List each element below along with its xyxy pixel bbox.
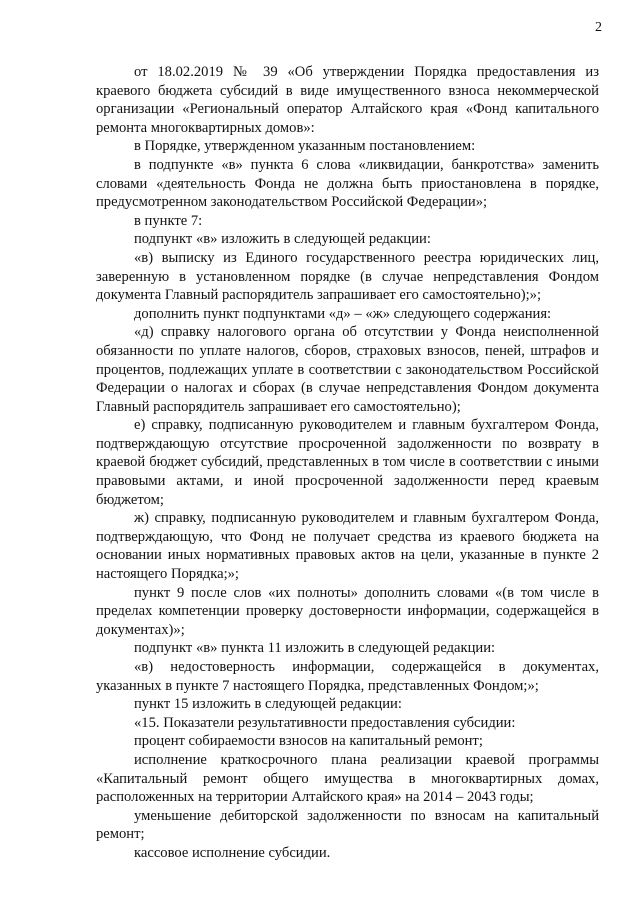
paragraph: подпункт «в» изложить в следующей редакции: — [134, 231, 431, 248]
paragraph: в подпункте «в» пункта 6 слова «ликвидации, банкротства» заменить словами «деятельность Фонда не должна быть приостановлена в порядке, предусмотренном законодательством Российской Федерации»; — [96, 156, 599, 211]
paragraph: кассовое исполнение субсидии. — [134, 844, 331, 861]
paragraph: в Порядке, утвержденном указанным постановлением: — [134, 138, 476, 155]
paragraph: уменьшение дебиторской задолженности по взносам на капитальный ремонт; — [96, 807, 599, 843]
paragraph: дополнить пункт подпунктами «д» – «ж» следующего содержания: — [134, 305, 552, 322]
paragraph: пункт 15 изложить в следующей редакции: — [134, 696, 402, 713]
paragraph: подпункт «в» пункта 11 изложить в следующей редакции: — [134, 640, 496, 657]
paragraph: исполнение краткосрочного плана реализации краевой программы «Капитальный ремонт общего имущества в многоквартирных домах, расположенных на территории Алтайского края» на 2014 – 2043 годы; — [96, 751, 599, 806]
paragraph: «д) справку налогового органа об отсутствии у Фонда неисполненной обязанности по уплате налогов, сборов, страховых взносов, пеней, штрафов и процентов, подлежащих уплате в соответствии с законодательством Российской Федерации о налогах и сборах (в случае непредставления Фондом документа Главный распорядитель запрашивает его самостоятельно); — [96, 324, 599, 415]
paragraph: ж) справку, подписанную руководителем и главным бухгалтером Фонда, подтверждающую, что Фонд не получает средства из краевого бюджета на основании иных нормативных правовых актов на цели, указанные в пункте 2 настоящего Порядка;»; — [96, 510, 599, 583]
document-body — [96, 63, 599, 863]
paragraph: «15. Показатели результативности предоставления субсидии: — [134, 714, 516, 731]
paragraph: е) справку, подписанную руководителем и главным бухгалтером Фонда, подтверждающую отсутствие просроченной задолженности по возврату в краевой бюджет субсидий, представленных в том числе в соответствии с иными правовыми актами, и иной просроченной задолженности перед краевым бюджетом; — [96, 417, 599, 508]
paragraph: пункт 9 после слов «их полноты» дополнить словами «(в том числе в пределах компетенции проверку достоверности информации, содержащейся в документах)»; — [96, 584, 599, 638]
paragraph: «в) выписку из Единого государственного реестра юридических лиц, заверенную в установленном порядке (в случае непредставления Фондом документа Главный распорядитель запрашивает его самостоятельно);»; — [96, 249, 599, 304]
paragraph: в пункте 7: — [134, 212, 203, 229]
paragraph: от 18.02.2019 № 39 «Об утверждении Порядка предоставления из краевого бюджета субсидий в виде имущественного взноса некоммерческой организации «Региональный оператор Алтайского края «Фонд капитального ремонта многоквартирных домов»: — [96, 64, 599, 136]
page-number: 2 — [595, 20, 602, 35]
paragraph: «в) недостоверность информации, содержащейся в документах, указанных в пункте 7 настоящего Порядка, представленных Фондом;»; — [96, 659, 599, 694]
paragraph: процент собираемости взносов на капитальный ремонт; — [134, 733, 483, 750]
